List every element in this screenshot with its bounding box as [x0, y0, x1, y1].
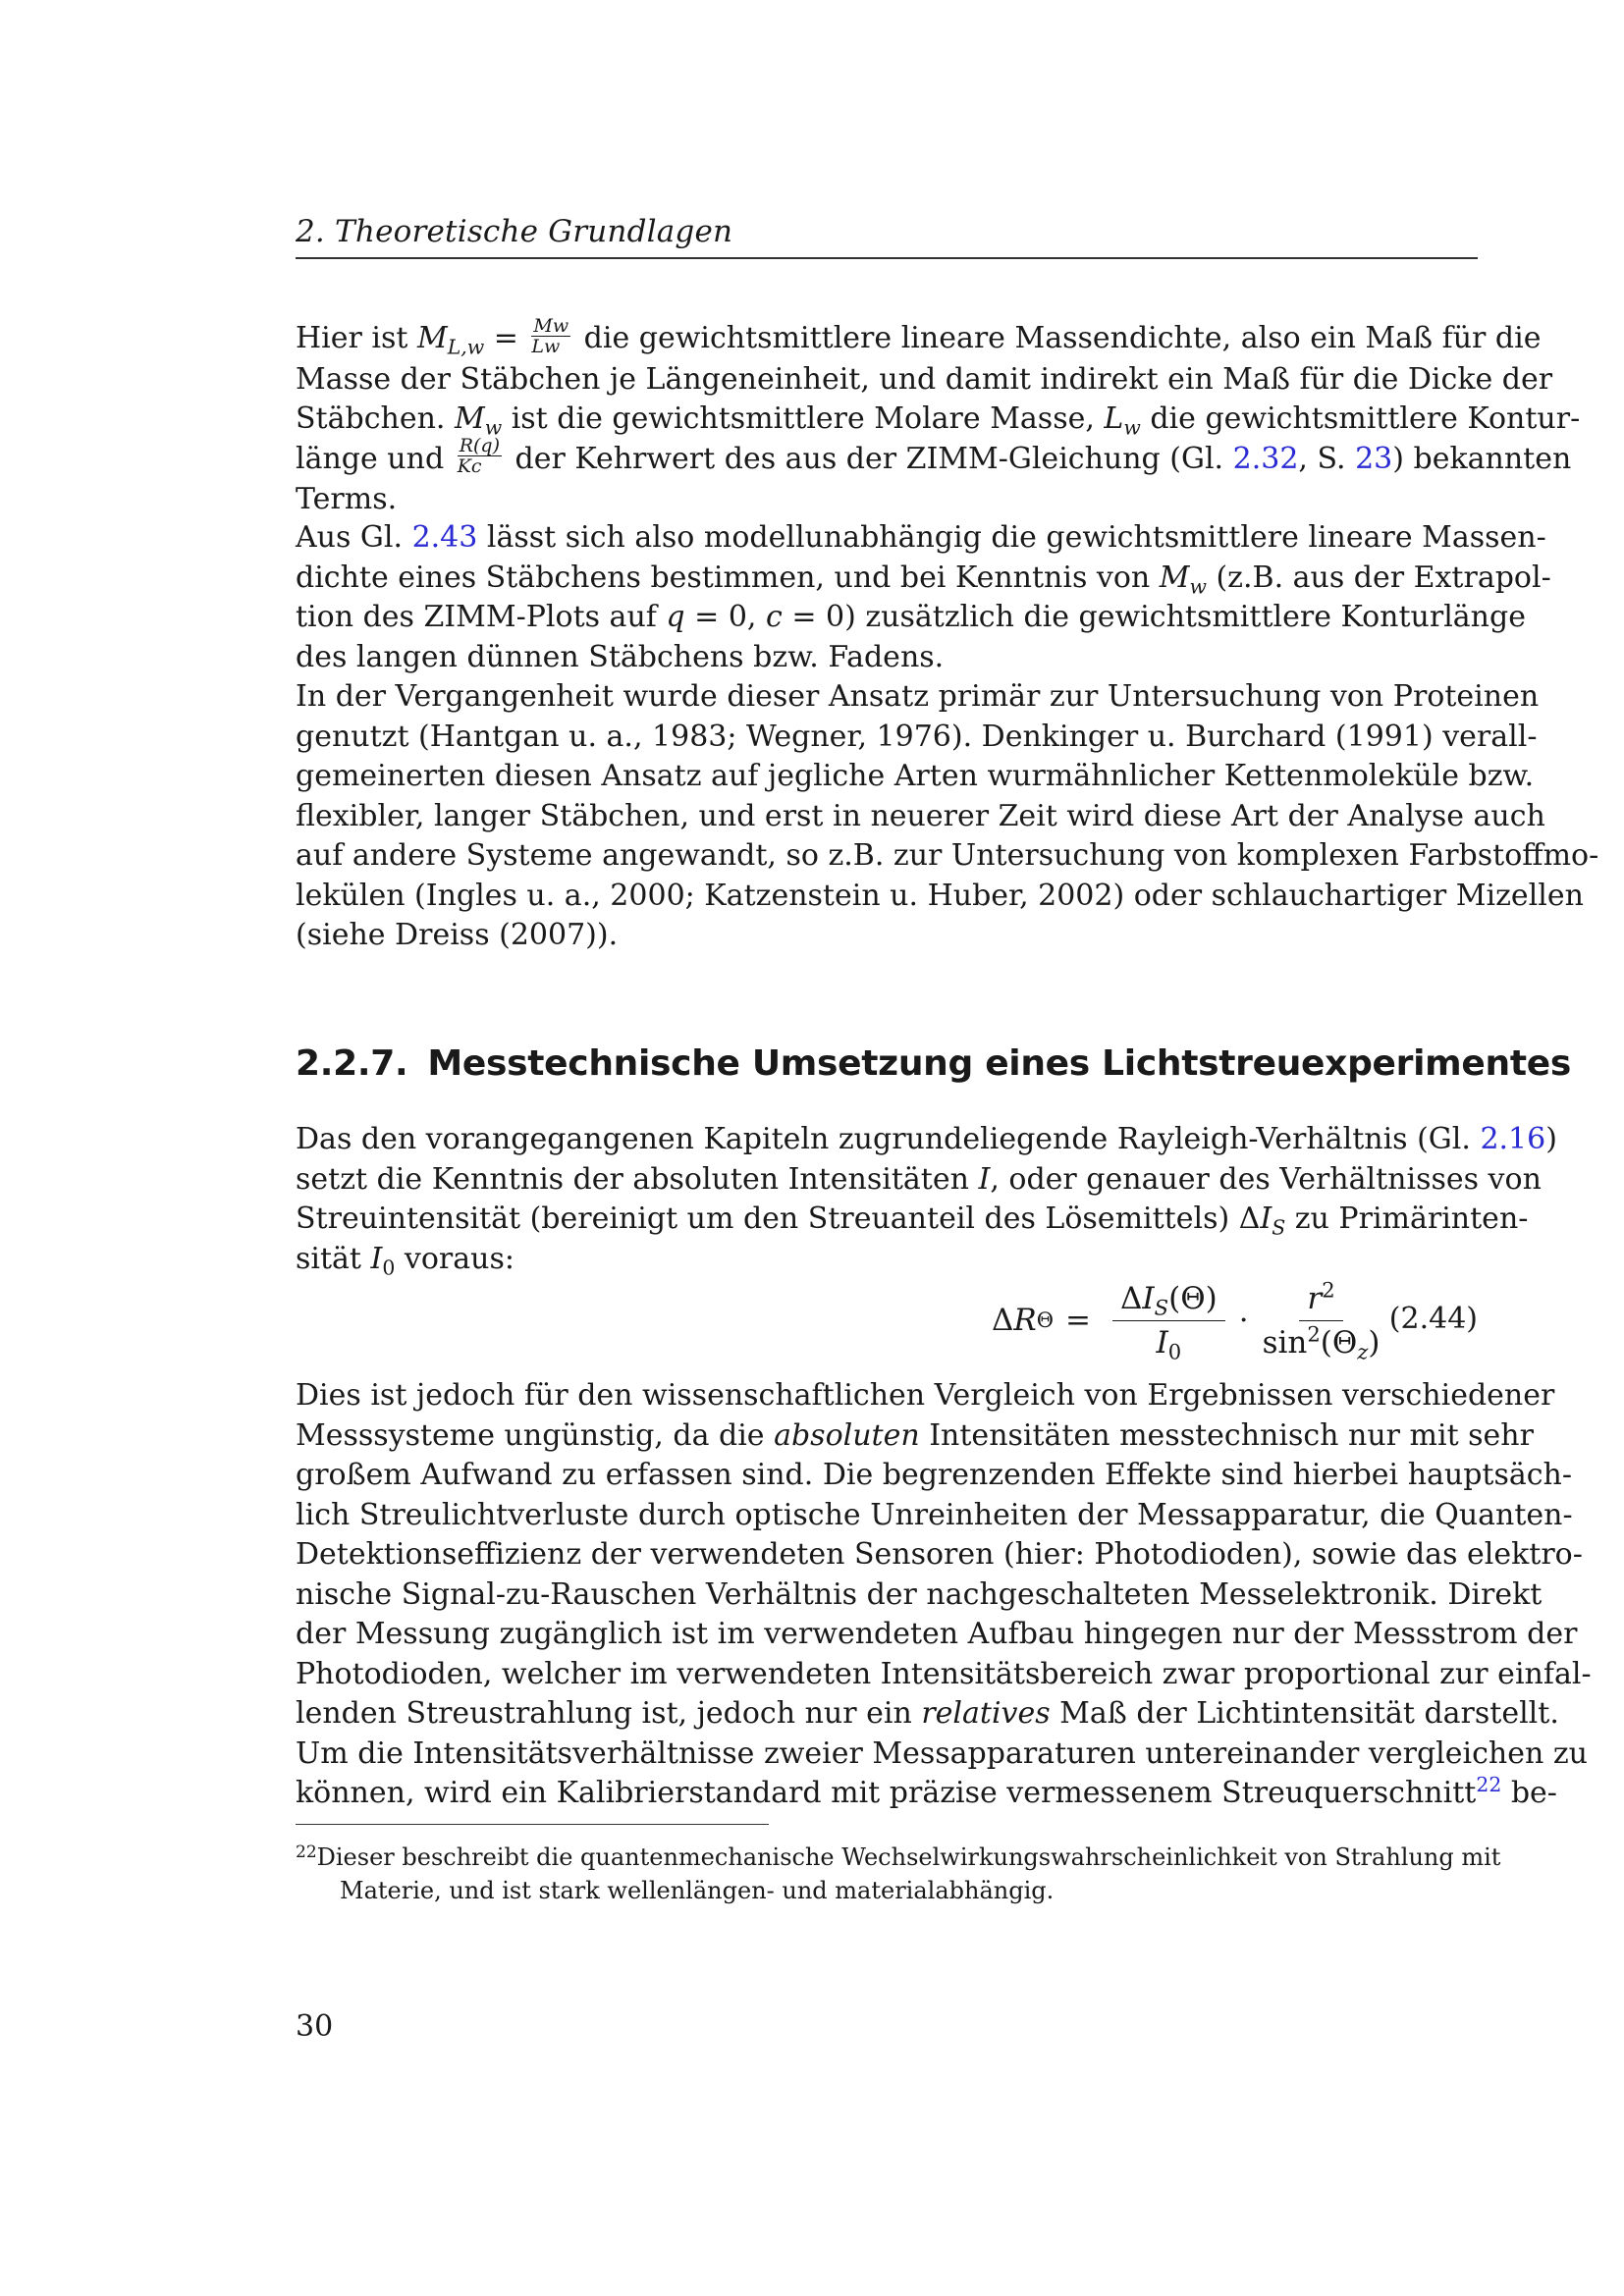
paragraph-mass-density — [296, 314, 1581, 520]
page-number: 30 — [296, 2009, 334, 2044]
header-rule — [296, 257, 1478, 259]
section-heading — [296, 1043, 1571, 1084]
text-line: Terms. — [296, 482, 398, 516]
equation-body: Δ R Θ = $\frac{\Delta I_S(\Theta)}{I_0}$ · $\frac{r^2}{\sin^2(\Theta_z)}$ — [992, 1276, 1380, 1364]
text-line: lekülen (Ingles u. a., 2000; Katzenstein u. Huber, 2002) oder schlauchartiger Mizellen — [296, 878, 1584, 913]
text-line: des langen dünnen Stäbchens bzw. Fadens. — [296, 639, 945, 674]
text-line: Masse der Stäbchen je Längeneinheit, und damit indirekt ein Maß für die Dicke der — [296, 361, 1553, 397]
text-line: Streuintensität (bereinigt um den Streuanteil des Lösemittels) $\Delta I_S$ zu Primärinten- — [296, 1201, 1529, 1240]
text-line: können, wird ein Kalibrierstandard mit präzise vermessenem Streuquerschnitt$^{22}$ be- — [296, 1772, 1557, 1810]
paragraph-calibration — [296, 1376, 1592, 1814]
footnote-line: $^{22}$Dieser beschreibt die quantenmechanische Wechselwirkungswahrscheinlichkeit von Strahlung mit — [296, 1842, 1501, 1871]
emphasis: relatives — [921, 1696, 1051, 1731]
paragraph-rayleigh — [296, 1120, 1557, 1280]
text-line: Detektionseffizienz der verwendeten Sensoren (hier: Photodioden), sowie das elektro- — [296, 1537, 1583, 1572]
fraction-intensity: $\frac{\Delta I_S(\Theta)}{I_0}$ — [1112, 1279, 1225, 1362]
equation-ref-link[interactable]: 2.32 — [1232, 441, 1299, 476]
text-line: tion des ZIMM-Plots auf q = 0, c = 0) zusätzlich die gewichtsmittlere Konturlänge — [296, 600, 1526, 634]
equation-ref-link[interactable]: 2.16 — [1480, 1122, 1546, 1156]
text-line: lenden Streustrahlung ist, jedoch nur ein relatives Maß der Lichtintensität darstellt. — [296, 1696, 1559, 1731]
text-line: länge und $\frac{R(q)}{Kc}$ der Kehrwert des aus der ZIMM-Gleichung (Gl. 2.32, S. 23) bekannten — [296, 435, 1572, 477]
paragraph-model-independent — [296, 518, 1551, 677]
emphasis: absoluten — [774, 1417, 920, 1453]
fraction-rq-kc: $\frac{R(q)}{Kc}$ — [457, 435, 500, 477]
section-number: 2.2.7. — [296, 1043, 408, 1084]
text-line: Stäbchen. $M_w$ ist die gewichtsmittlere Molare Masse, $L_w$ die gewichtsmittlere Kontur- — [296, 401, 1581, 440]
text-line: Dies ist jedoch für den wissenschaftlichen Vergleich von Ergebnissen verschiedener — [296, 1378, 1555, 1413]
text-line: auf andere Systeme angewandt, so z.B. zur Untersuchung von komplexen Farbstoffmo- — [296, 838, 1599, 873]
text-line: sität $I_0$ voraus: — [296, 1241, 514, 1280]
text-line: lich Streulichtverluste durch optische Unreinheiten der Messapparatur, die Quanten- — [296, 1497, 1573, 1532]
text-line: flexibler, langer Stäbchen, und erst in neuerer Zeit wird diese Art der Analyse auch — [296, 798, 1545, 833]
text-line: Aus Gl. 2.43 lässt sich also modellunabhängig die gewichtsmittlere lineare Massen- — [296, 520, 1546, 555]
text-line: In der Vergangenheit wurde dieser Ansatz primär zur Untersuchung von Proteinen — [296, 679, 1540, 714]
equation-number: (2.44) — [1388, 1302, 1478, 1336]
text-line: dichte eines Stäbchens bestimmen, und bei Kenntnis von $M_w$ (z.B. aus der Extrapol- — [296, 560, 1551, 599]
text-line: genutzt (Hantgan u. a., 1983; Wegner, 1976). Denkinger u. Burchard (1991) verall- — [296, 719, 1538, 754]
paragraph-history — [296, 677, 1599, 956]
text-line: (siehe Dreiss (2007)). — [296, 918, 619, 952]
text-line: setzt die Kenntnis der absoluten Intensitäten I, oder genauer des Verhältnisses von — [296, 1161, 1542, 1197]
footnote-mark: 22 — [296, 1842, 317, 1862]
text-line: Photodioden, welcher im verwendeten Intensitätsbereich zwar proportional zur einfal- — [296, 1656, 1592, 1691]
section-title: Messtechnische Umsetzung eines Lichtstreuexperimentes — [427, 1043, 1571, 1084]
running-head: 2. Theoretische Grundlagen — [296, 214, 733, 249]
fraction-mw-lw: $\frac{Mw}{Lw}$ — [531, 314, 569, 357]
equation-2-44 — [296, 1272, 1478, 1368]
equation-ref-link[interactable]: 2.43 — [411, 520, 478, 555]
footnote — [296, 1836, 1501, 1907]
footnote-ref-link[interactable]: 22 — [1476, 1772, 1502, 1796]
text-line: Das den vorangegangenen Kapiteln zugrundeliegende Rayleigh-Verhältnis (Gl. 2.16) — [296, 1122, 1557, 1156]
footnote-rule — [296, 1824, 769, 1825]
text-line: Hier ist $M_{L,w}$ = $\frac{Mw}{Lw}$ die gewichtsmittlere lineare Massendichte, also ein Maß für die — [296, 314, 1542, 359]
text-line: nische Signal-zu-Rauschen Verhältnis der nachgeschalteten Messelektronik. Direkt — [296, 1576, 1543, 1612]
text-line: Messsysteme ungünstig, da die absoluten Intensitäten messtechnisch nur mit sehr — [296, 1417, 1534, 1453]
fraction-geometry: $\frac{r^2}{\sin^2(\Theta_z)}$ — [1262, 1276, 1380, 1364]
footnote-line: Materie, und ist stark wellenlängen- und materialabhängig. — [340, 1877, 1055, 1904]
text-line: Um die Intensitätsverhältnisse zweier Messapparaturen untereinander vergleichen zu — [296, 1735, 1588, 1771]
page-ref-link[interactable]: 23 — [1355, 441, 1393, 476]
text-line: gemeinerten diesen Ansatz auf jegliche Arten wurmähnlicher Kettenmoleküle bzw. — [296, 759, 1535, 793]
text-line: großem Aufwand zu erfassen sind. Die begrenzenden Effekte sind hierbei hauptsäch- — [296, 1458, 1573, 1492]
text-line: der Messung zugänglich ist im verwendeten Aufbau hingegen nur der Messstrom der — [296, 1617, 1578, 1651]
